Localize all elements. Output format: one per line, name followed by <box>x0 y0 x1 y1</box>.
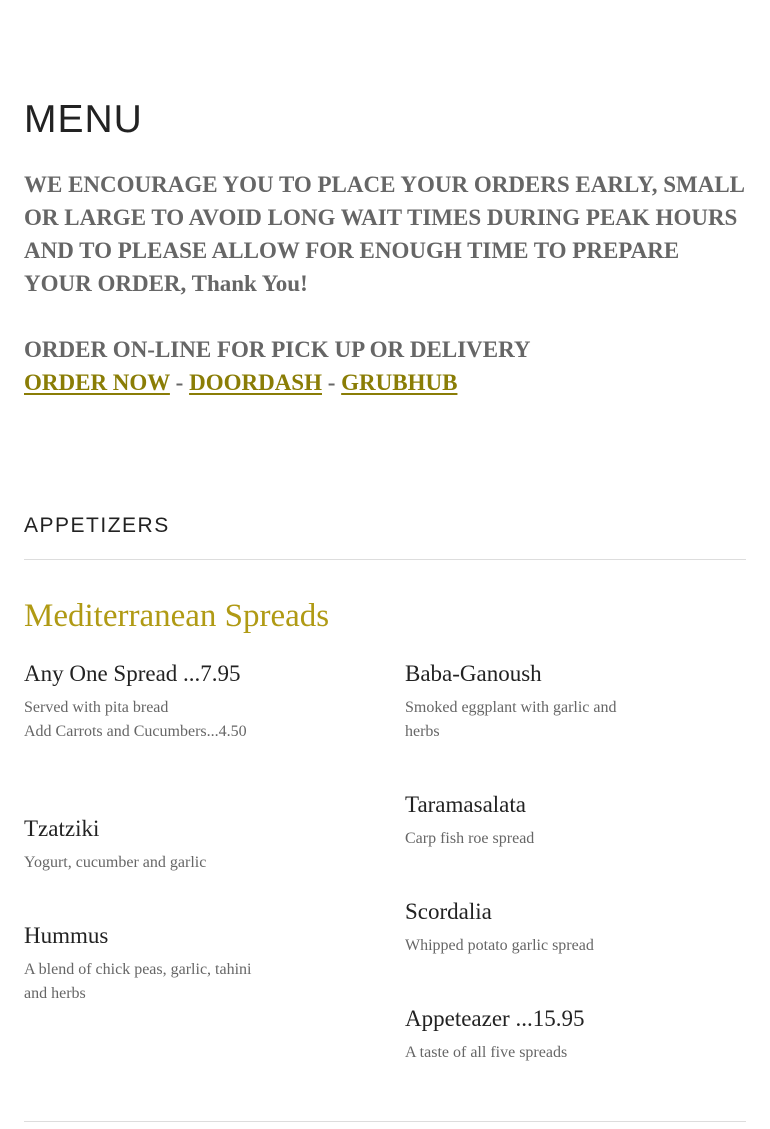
menu-item-name: Hummus <box>24 923 109 948</box>
page-title: MENU <box>24 98 143 141</box>
menu-item-name: Any One Spread ...7.95 <box>24 661 241 686</box>
menu-item-name: Scordalia <box>405 899 492 924</box>
menu-item-name: Appeteazer ...15.95 <box>405 1006 585 1031</box>
menu-item-description: Whipped potato garlic spread <box>405 937 594 954</box>
menu-item-name: Tzatziki <box>24 816 100 841</box>
menu-item <box>405 791 645 851</box>
menu-item-description-line: Served with pita bread <box>24 699 169 716</box>
menu-item <box>405 1005 645 1065</box>
menu-item <box>24 815 264 875</box>
order-notice: WE ENCOURAGE YOU TO PLACE YOUR ORDERS EARLY, SMALL OR LARGE TO AVOID LONG WAIT TIMES DURING PEAK HOURS AND TO PLEASE ALLOW FOR ENOUGH TIME TO PREPARE YOUR ORDER, Thank You! <box>24 172 744 296</box>
link-separator: - <box>175 370 184 395</box>
menu-item-description: Yogurt, cucumber and garlic <box>24 854 207 871</box>
order-links <box>24 366 531 399</box>
menu-item <box>24 922 264 1006</box>
menu-item-name: Baba-Ganoush <box>405 661 542 686</box>
menu-item-description: A blend of chick peas, garlic, tahini and herbs <box>24 961 252 1002</box>
menu-item-description-line: Add Carrots and Cucumbers...4.50 <box>24 723 247 740</box>
menu-item-name: Taramasalata <box>405 792 526 817</box>
doordash-link[interactable]: DOORDASH <box>189 370 322 395</box>
grubhub-link[interactable]: GRUBHUB <box>341 370 458 395</box>
link-separator: - <box>327 370 336 395</box>
order-online-heading: ORDER ON-LINE FOR PICK UP OR DELIVERY <box>24 337 531 362</box>
section-divider <box>24 1121 746 1122</box>
menu-item-description: Carp fish roe spread <box>405 830 535 847</box>
menu-item <box>24 660 324 744</box>
menu-item <box>405 898 645 958</box>
order-online-block <box>24 333 531 399</box>
menu-item <box>405 660 635 744</box>
order-now-link[interactable]: ORDER NOW <box>24 370 170 395</box>
menu-item-description <box>24 696 324 744</box>
section-title-appetizers: APPETIZERS <box>24 514 170 537</box>
section-divider <box>24 559 746 560</box>
menu-item-description: Smoked eggplant with garlic and herbs <box>405 699 617 740</box>
category-title: Mediterranean Spreads <box>24 598 330 634</box>
menu-item-description: A taste of all five spreads <box>405 1044 568 1061</box>
